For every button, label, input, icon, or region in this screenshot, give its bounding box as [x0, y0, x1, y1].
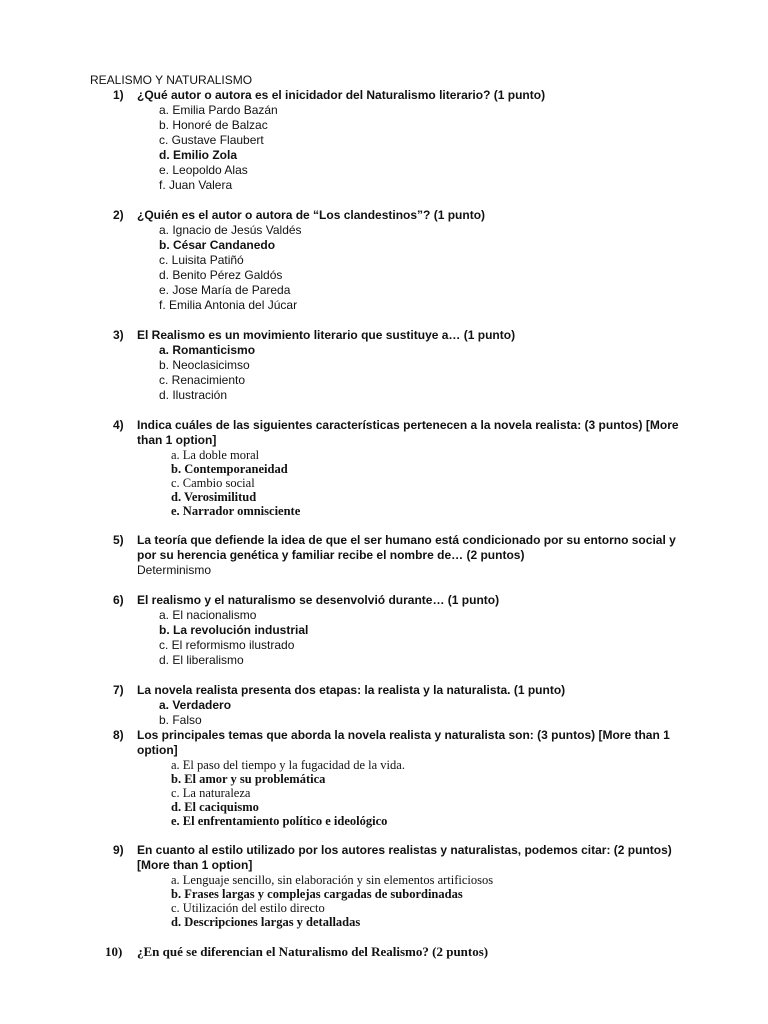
question-text: ¿Quién es el autor o autora de “Los clandestinos”? (1 punto)	[137, 208, 486, 222]
option-list	[90, 448, 690, 518]
answer-option: e. El enfrentamiento político e ideológico	[171, 814, 388, 828]
spacer	[90, 518, 690, 533]
option-list	[90, 698, 690, 728]
question-list	[90, 88, 690, 959]
question-2	[90, 208, 690, 328]
question-number: 7)	[113, 683, 124, 697]
answer-option: e. Jose María de Pareda	[159, 283, 291, 297]
option-list	[90, 223, 690, 313]
spacer	[90, 578, 690, 593]
spacer	[90, 193, 690, 208]
document-title: REALISMO Y NATURALISMO	[90, 73, 253, 87]
answer-option: c. Cambio social	[171, 476, 255, 490]
question-header	[90, 944, 690, 959]
answer-option: a. Emilia Pardo Bazán	[159, 103, 278, 117]
question-9	[90, 843, 690, 944]
question-10	[90, 944, 690, 959]
answer-option: b. Falso	[159, 713, 202, 727]
question-number: 6)	[113, 593, 124, 607]
question-number: 8)	[113, 728, 124, 742]
question-1	[90, 88, 690, 208]
answer-option: a. Romanticismo	[159, 343, 256, 357]
option-list	[90, 103, 690, 193]
answer-option: c. Gustave Flaubert	[159, 133, 264, 147]
answer-option: c. Utilización del estilo directo	[171, 901, 325, 915]
option-list	[90, 608, 690, 668]
question-number: 3)	[113, 328, 124, 342]
answer-option: a. Lenguaje sencillo, sin elaboración y sin elementos artificiosos	[171, 873, 494, 887]
answer-option: d. Ilustración	[159, 388, 228, 402]
answer-option: d. Benito Pérez Galdós	[159, 268, 283, 282]
answer-option: b. La revolución industrial	[159, 623, 309, 637]
answer-option: a. La doble moral	[171, 448, 260, 462]
answer-option: b. César Candanedo	[159, 238, 276, 252]
question-number: 10)	[105, 944, 123, 959]
answer-option: c. Luisita Patiñó	[159, 253, 244, 267]
answer-option: b. Neoclasicimso	[159, 358, 250, 372]
answer-option: b. El amor y su problemática	[171, 772, 326, 786]
spacer	[90, 929, 690, 944]
question-text: La novela realista presenta dos etapas: la realista y la naturalista. (1 punto)	[137, 683, 566, 697]
answer-option: a. Verdadero	[159, 698, 232, 712]
question-number: 1)	[113, 88, 124, 102]
question-number: 2)	[113, 208, 124, 222]
spacer	[90, 668, 690, 683]
question-header	[90, 593, 690, 608]
question-text: En cuanto al estilo utilizado por los autores realistas y naturalistas, podemos citar: (2 puntos) [More than 1 option]	[137, 843, 672, 872]
answer-option: b. Frases largas y complejas cargadas de subordinadas	[171, 887, 463, 901]
answer-option: a. El nacionalismo	[159, 608, 257, 622]
question-text: La teoría que defiende la idea de que el ser humano está condicionado por su entorno social y por su herencia genética y familiar recibe el nombre de… (2 puntos)	[137, 533, 676, 562]
question-number: 5)	[113, 533, 124, 547]
answer-option: a. Ignacio de Jesús Valdés	[159, 223, 302, 237]
answer-option: f. Juan Valera	[159, 178, 233, 192]
question-text: El Realismo es un movimiento literario que sustituye a… (1 punto)	[137, 328, 516, 342]
question-text: Indica cuáles de las siguientes características pertenecen a la novela realista: (3 puntos) [More than 1 option]	[137, 418, 679, 447]
answer-option: d. Emilio Zola	[159, 148, 238, 162]
answer-option: d. Verosimilitud	[171, 490, 257, 504]
answer-option: b. Honoré de Balzac	[159, 118, 268, 132]
question-6	[90, 593, 690, 683]
answer-option: b. Contemporaneidad	[171, 462, 288, 476]
option-list	[90, 873, 690, 929]
answer-option: d. El caciquismo	[171, 800, 259, 814]
spacer	[90, 828, 690, 843]
answer-option: e. Narrador omnisciente	[171, 504, 301, 518]
spacer	[90, 313, 690, 328]
question-5	[90, 533, 690, 593]
question-text: ¿En qué se diferencian el Naturalismo del Realismo? (2 puntos)	[137, 944, 489, 959]
question-header	[90, 728, 690, 758]
question-header	[90, 683, 690, 698]
answer-option: d. Descripciones largas y detalladas	[171, 915, 361, 929]
question-8	[90, 728, 690, 843]
question-header	[90, 208, 690, 223]
answer-option: c. Renacimiento	[159, 373, 246, 387]
answer-option: f. Emilia Antonia del Júcar	[159, 298, 298, 312]
option-list	[90, 758, 690, 828]
question-header	[90, 843, 690, 873]
question-4	[90, 418, 690, 533]
answer-text: Determinismo	[137, 563, 212, 577]
document	[90, 73, 690, 959]
question-number: 4)	[113, 418, 124, 432]
answer-option: d. El liberalismo	[159, 653, 244, 667]
option-list	[90, 343, 690, 403]
question-3	[90, 328, 690, 418]
spacer	[90, 403, 690, 418]
question-number: 9)	[113, 843, 124, 857]
question-header	[90, 533, 690, 563]
question-header	[90, 418, 690, 448]
answer-option: e. Leopoldo Alas	[159, 163, 248, 177]
answer-option: a. El paso del tiempo y la fugacidad de la vida.	[171, 758, 405, 772]
question-text: ¿Qué autor o autora es el inicidador del Naturalismo literario? (1 punto)	[137, 88, 546, 102]
question-text: El realismo y el naturalismo se desenvolvió durante… (1 punto)	[137, 593, 500, 607]
question-header	[90, 328, 690, 343]
answer-option: c. La naturaleza	[171, 786, 251, 800]
question-header	[90, 88, 690, 103]
question-7	[90, 683, 690, 728]
answer-option: c. El reformismo ilustrado	[159, 638, 295, 652]
question-text: Los principales temas que aborda la novela realista y naturalista son: (3 puntos) [More than 1 option]	[137, 728, 670, 757]
